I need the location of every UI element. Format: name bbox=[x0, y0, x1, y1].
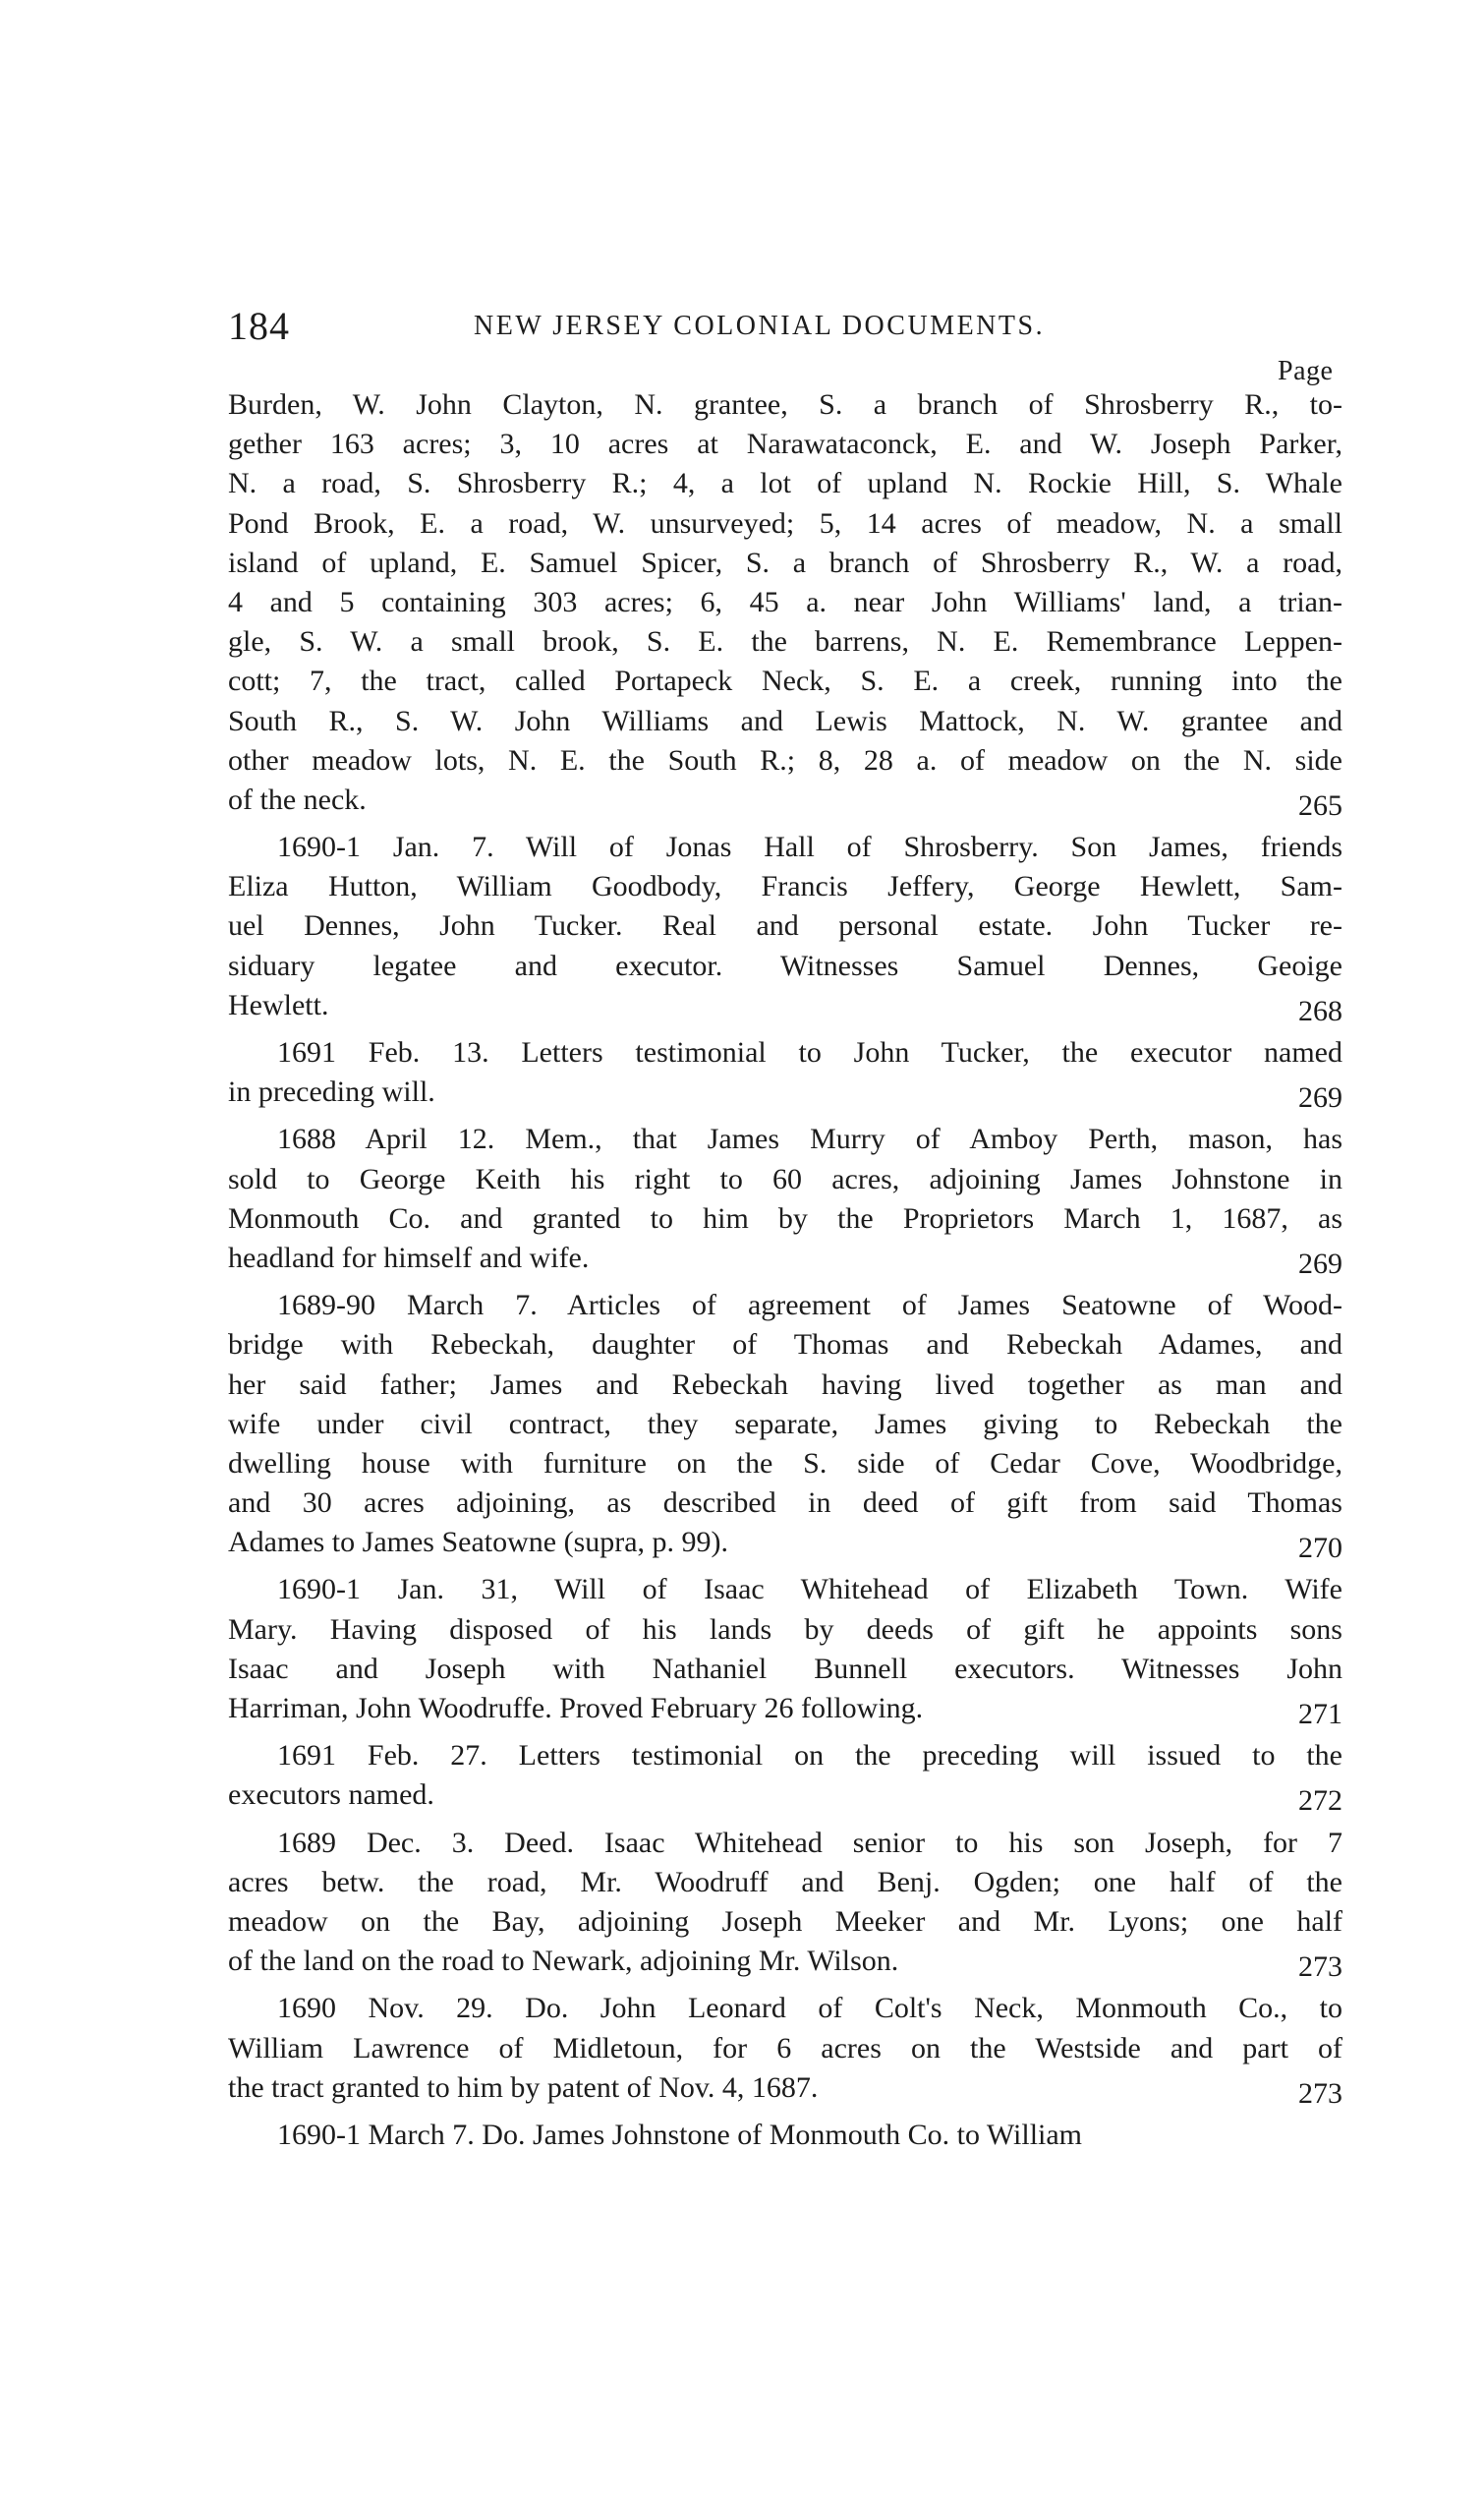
index-entry bbox=[228, 1989, 1342, 2108]
index-entry bbox=[228, 828, 1342, 1025]
entry-line bbox=[228, 1989, 1342, 2028]
entry-line-text: gle, S. W. a small brook, S. E. the barrens, N. E. Remembrance Leppen- bbox=[228, 625, 1342, 659]
page-column-label: Page bbox=[1278, 356, 1334, 386]
running-head bbox=[228, 303, 1342, 352]
entry-line-text: Burden, W. John Clayton, N. grantee, S. a branch of Shrosberry R., to- bbox=[228, 388, 1342, 421]
page-reference: 273 bbox=[1298, 1950, 1342, 1982]
entry-line-text: 1690-1 Jan. 31, Will of Isaac Whitehead of Elizabeth Town. Wife bbox=[277, 1573, 1342, 1606]
entry-line bbox=[228, 986, 1342, 1025]
entry-line bbox=[228, 464, 1342, 503]
entry-line bbox=[228, 1073, 1342, 1112]
entry-line bbox=[228, 781, 1342, 820]
entry-line-text: 4 and 5 containing 303 acres; 6, 45 a. near John Williams' land, a trian- bbox=[228, 585, 1342, 618]
entry-line bbox=[228, 702, 1342, 741]
entry-line bbox=[228, 867, 1342, 906]
entry-line bbox=[228, 1736, 1342, 1775]
entry-line-text: 1690-1 March 7. Do. James Johnstone of Monmouth Co. to William bbox=[277, 2118, 1083, 2151]
entry-line-text: other meadow lots, N. E. the South R.; 8, 28 a. of meadow on the N. side bbox=[228, 743, 1342, 777]
entry-line-text: and 30 acres adjoining, as described in deed of gift from said Thomas bbox=[228, 1486, 1342, 1520]
entry-line-text: 1690 Nov. 29. Do. John Leonard of Colt's Neck, Monmouth Co., to bbox=[277, 1992, 1342, 2025]
entry-line-text: 1691 Feb. 13. Letters testimonial to John Tucker, the executor named bbox=[277, 1036, 1342, 1069]
entry-gap bbox=[228, 1562, 1342, 1570]
entry-line bbox=[228, 544, 1342, 583]
entry-line-text: 1689 Dec. 3. Deed. Isaac Whitehead senior to his son Joseph, for 7 bbox=[277, 1826, 1342, 1859]
entry-line bbox=[228, 828, 1342, 867]
entry-line bbox=[228, 2068, 1342, 2108]
index-entry bbox=[228, 1033, 1342, 1112]
page-reference: 273 bbox=[1298, 2076, 1342, 2108]
entry-line bbox=[228, 1863, 1342, 1902]
entry-line-text: 1688 April 12. Mem., that James Murry of Amboy Perth, mason, has bbox=[277, 1123, 1342, 1156]
page-reference: 272 bbox=[1298, 1784, 1342, 1816]
entry-gap bbox=[228, 1025, 1342, 1033]
entry-line bbox=[228, 1523, 1342, 1562]
entry-line-text: of the land on the road to Newark, adjoining Mr. Wilson. bbox=[228, 1945, 899, 1978]
entry-line-text: bridge with Rebeckah, daughter of Thomas and Rebeckah Adames, and bbox=[228, 1328, 1342, 1362]
entry-line bbox=[228, 622, 1342, 662]
entry-line-text: 1691 Feb. 27. Letters testimonial on the preceding will issued to the bbox=[277, 1739, 1342, 1773]
entry-line-text: meadow on the Bay, adjoining Joseph Meeker and Mr. Lyons; one half bbox=[228, 1904, 1342, 1938]
entry-line-text: sold to George Keith his right to 60 acres, adjoining James Johnstone in bbox=[228, 1162, 1342, 1195]
entry-line bbox=[228, 1775, 1342, 1815]
entry-line bbox=[228, 1650, 1342, 1689]
entry-line bbox=[228, 1942, 1342, 1981]
page-reference: 269 bbox=[1298, 1081, 1342, 1113]
page-reference: 269 bbox=[1298, 1247, 1342, 1279]
entry-line bbox=[228, 1239, 1342, 1278]
entry-line bbox=[228, 741, 1342, 781]
entry-line-text: wife under civil contract, they separate, James giving to Rebeckah the bbox=[228, 1407, 1342, 1440]
page-reference: 268 bbox=[1298, 994, 1342, 1025]
entry-line-text: Isaac and Joseph with Nathaniel Bunnell executors. Witnesses John bbox=[228, 1652, 1342, 1685]
entry-line-text: uel Dennes, John Tucker. Real and personal estate. John Tucker re- bbox=[228, 909, 1342, 943]
entry-line bbox=[228, 1570, 1342, 1609]
entry-line bbox=[228, 1824, 1342, 1863]
entry-line-text: in preceding will. bbox=[228, 1076, 435, 1109]
index-entry bbox=[228, 1120, 1342, 1278]
entry-line-text: South R., S. W. John Williams and Lewis Mattock, N. W. grantee and bbox=[228, 704, 1342, 737]
entry-gap bbox=[228, 2108, 1342, 2116]
entry-line bbox=[228, 1286, 1342, 1325]
entry-line bbox=[228, 1033, 1342, 1073]
entry-line-text: the tract granted to him by patent of Nov. 4, 1687. bbox=[228, 2070, 819, 2104]
entry-line bbox=[228, 1483, 1342, 1523]
entry-line-text: headland for himself and wife. bbox=[228, 1241, 590, 1274]
entry-line-text: Monmouth Co. and granted to him by the Proprietors March 1, 1687, as bbox=[228, 1201, 1342, 1235]
entry-line bbox=[228, 662, 1342, 701]
entry-line bbox=[228, 385, 1342, 425]
entry-line bbox=[228, 906, 1342, 946]
entry-line-text: island of upland, E. Samuel Spicer, S. a branch of Shrosberry R., W. a road, bbox=[228, 546, 1342, 579]
entry-line bbox=[228, 1160, 1342, 1199]
entry-line bbox=[228, 2116, 1342, 2155]
entry-line bbox=[228, 1405, 1342, 1444]
entry-line bbox=[228, 1199, 1342, 1239]
entry-line-text: of the neck. bbox=[228, 783, 367, 816]
entry-line bbox=[228, 947, 1342, 986]
entry-line-text: gether 163 acres; 3, 10 acres at Narawataconck, E. and W. Joseph Parker, bbox=[228, 428, 1342, 461]
entry-gap bbox=[228, 1816, 1342, 1824]
running-title: NEW JERSEY COLONIAL DOCUMENTS. bbox=[474, 311, 1046, 341]
index-entry bbox=[228, 1736, 1342, 1815]
entry-line-text: cott; 7, the tract, called Portapeck Neck, S. E. a creek, running into the bbox=[228, 665, 1342, 698]
entry-line-text: 1689-90 March 7. Articles of agreement of James Seatowne of Wood- bbox=[277, 1289, 1342, 1322]
entry-line-text: Eliza Hutton, William Goodbody, Francis Jeffery, George Hewlett, Sam- bbox=[228, 870, 1342, 903]
entry-line bbox=[228, 1325, 1342, 1365]
page-reference: 271 bbox=[1298, 1698, 1342, 1729]
body-text bbox=[228, 385, 1342, 2155]
entry-line-text: dwelling house with furniture on the S. side of Cedar Cove, Woodbridge, bbox=[228, 1446, 1342, 1480]
entry-line bbox=[228, 425, 1342, 464]
entry-line-text: siduary legatee and executor. Witnesses Samuel Dennes, Geoige bbox=[228, 949, 1342, 982]
entry-line-text: Harriman, John Woodruffe. Proved February 26 following. bbox=[228, 1692, 924, 1724]
entry-gap bbox=[228, 820, 1342, 828]
entry-line-text: N. a road, S. Shrosberry R.; 4, a lot of upland N. Rockie Hill, S. Whale bbox=[228, 467, 1342, 500]
entry-line bbox=[228, 504, 1342, 544]
entry-line-text: 1690-1 Jan. 7. Will of Jonas Hall of Shrosberry. Son James, friends bbox=[277, 831, 1342, 864]
entry-line-text: her said father; James and Rebeckah having lived together as man and bbox=[228, 1367, 1342, 1401]
index-entry bbox=[228, 2116, 1342, 2155]
entry-line bbox=[228, 1902, 1342, 1942]
entry-line-text: Mary. Having disposed of his lands by deeds of gift he appoints sons bbox=[228, 1612, 1342, 1646]
entry-line bbox=[228, 1444, 1342, 1483]
entry-line-text: executors named. bbox=[228, 1778, 434, 1812]
page-reference: 270 bbox=[1298, 1532, 1342, 1563]
index-entry bbox=[228, 385, 1342, 820]
entry-gap bbox=[228, 1981, 1342, 1989]
page-number: 184 bbox=[228, 304, 290, 348]
entry-line bbox=[228, 2029, 1342, 2068]
entry-line bbox=[228, 1120, 1342, 1159]
entry-line-text: acres betw. the road, Mr. Woodruff and Benj. Ogden; one half of the bbox=[228, 1865, 1342, 1898]
index-entry bbox=[228, 1286, 1342, 1562]
entry-line-text: Pond Brook, E. a road, W. unsurveyed; 5, 14 acres of meadow, N. a small bbox=[228, 506, 1342, 540]
entry-line-text: Adames to James Seatowne (supra, p. 99). bbox=[228, 1526, 729, 1559]
entry-gap bbox=[228, 1728, 1342, 1736]
entry-gap bbox=[228, 1112, 1342, 1120]
page-reference: 265 bbox=[1298, 788, 1342, 821]
entry-gap bbox=[228, 1278, 1342, 1286]
entry-line-text: Hewlett. bbox=[228, 988, 329, 1021]
index-entry bbox=[228, 1824, 1342, 1982]
index-entry bbox=[228, 1570, 1342, 1728]
entry-line-text: William Lawrence of Midletoun, for 6 acres on the Westside and part of bbox=[228, 2031, 1342, 2064]
entry-line bbox=[228, 1366, 1342, 1405]
entry-line bbox=[228, 1689, 1342, 1728]
entry-line bbox=[228, 583, 1342, 622]
entry-line bbox=[228, 1610, 1342, 1650]
